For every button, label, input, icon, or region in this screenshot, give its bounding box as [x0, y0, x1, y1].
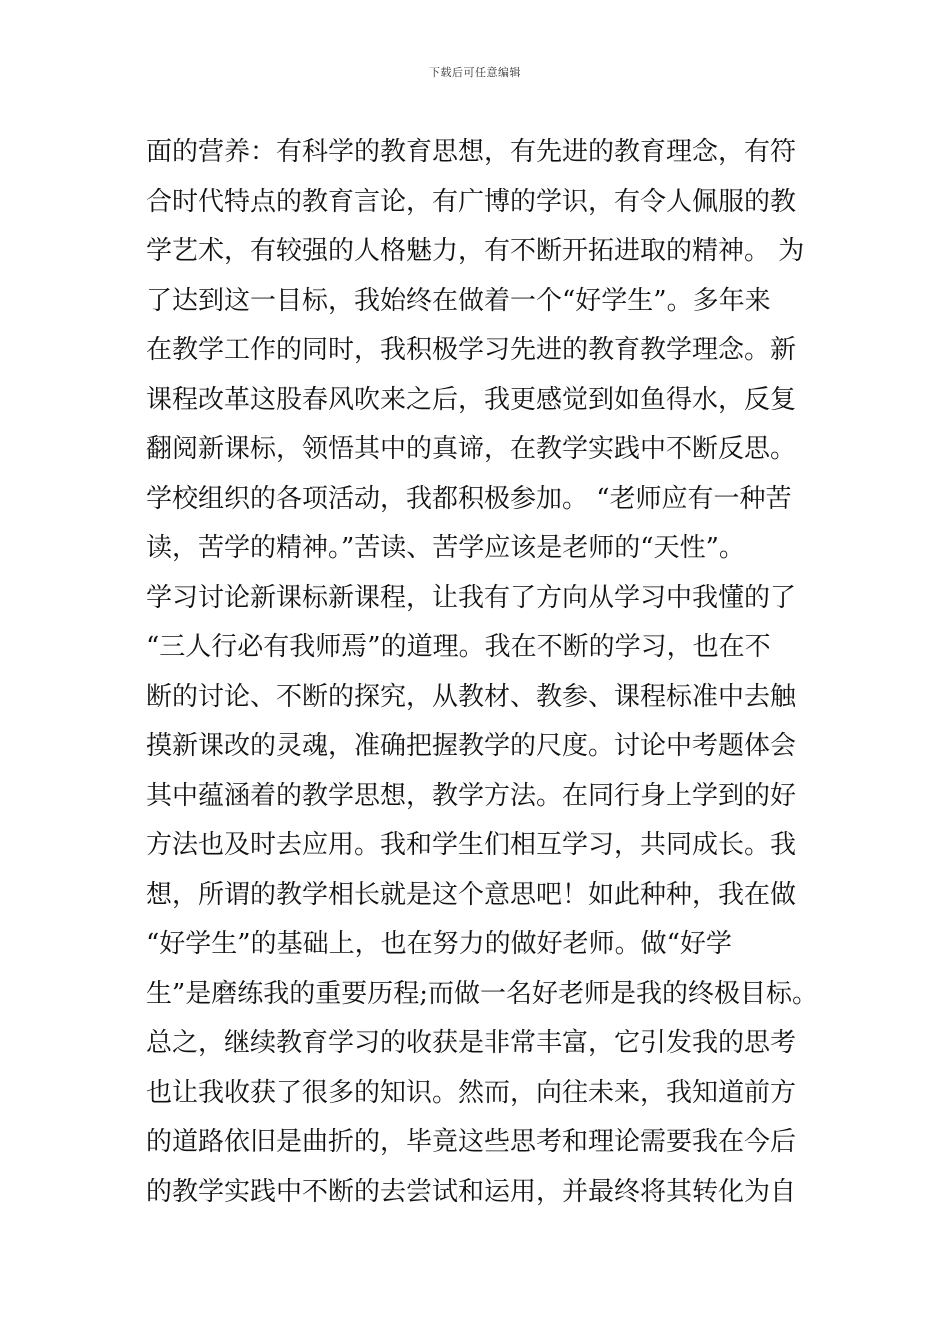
body-line: “三人行必有我师焉”的道理。我在不断的学习，也在不 — [146, 632, 771, 662]
body-line: 学习讨论新课标新课程，让我有了方向从学习中我懂的了 — [146, 582, 797, 613]
body-line: 也让我收获了很多的知识。然而，向往未来，我知道前方 — [146, 1077, 797, 1108]
body-line: 的道路依旧是曲折的，毕竟这些思考和理论需要我在今后 — [146, 1127, 797, 1157]
body-line: 的教学实践中不断的去尝试和运用，并最终将其转化为自 — [146, 1176, 797, 1207]
body-line: 生”是磨练我的重要历程;而做一名好老师是我的终极目标。 — [146, 978, 819, 1009]
body-line: 读，苦学的精神。”苦读、苦学应该是老师的“天性”。 — [146, 533, 745, 563]
body-line: “好学生”的基础上，也在努力的做好老师。做“好学 — [146, 929, 732, 959]
body-line: 面的营养：有科学的教育思想，有先进的教育理念，有符 — [146, 137, 797, 167]
body-line: 课程改革这股春风吹来之后，我更感觉到如鱼得水，反复 — [146, 384, 797, 415]
body-line: 总之，继续教育学习的收获是非常丰富，它引发我的思考 — [146, 1028, 797, 1058]
body-line: 摸新课改的灵魂，准确把握教学的尺度。讨论中考题体会 — [146, 731, 797, 761]
body-line: 在教学工作的同时，我积极学习先进的教育教学理念。新 — [146, 335, 797, 365]
body-line: 合时代特点的教育言论，有广博的学识，有令人佩服的教 — [146, 186, 797, 217]
document-body — [146, 128, 819, 1217]
body-line: 学校组织的各项活动，我都积极参加。 “老师应有一种苦 — [146, 483, 792, 514]
body-line: 断的讨论、不断的探究，从教材、教参、课程标准中去触 — [146, 681, 797, 712]
body-line: 学艺术，有较强的人格魅力，有不断开拓进取的精神。 为 — [146, 236, 805, 266]
page-header-note: 下载后可任意编辑 — [429, 66, 521, 79]
body-line: 了达到这一目标，我始终在做着一个“好学生”。多年来 — [146, 285, 771, 316]
body-line: 其中蕴涵着的教学思想，教学方法。在同行身上学到的好 — [146, 780, 797, 811]
body-line: 方法也及时去应用。我和学生们相互学习，共同成长。我 — [146, 830, 797, 860]
body-line: 翻阅新课标，领悟其中的真谛，在教学实践中不断反思。 — [146, 434, 797, 464]
body-line: 想，所谓的教学相长就是这个意思吧！如此种种，我在做 — [146, 879, 797, 910]
